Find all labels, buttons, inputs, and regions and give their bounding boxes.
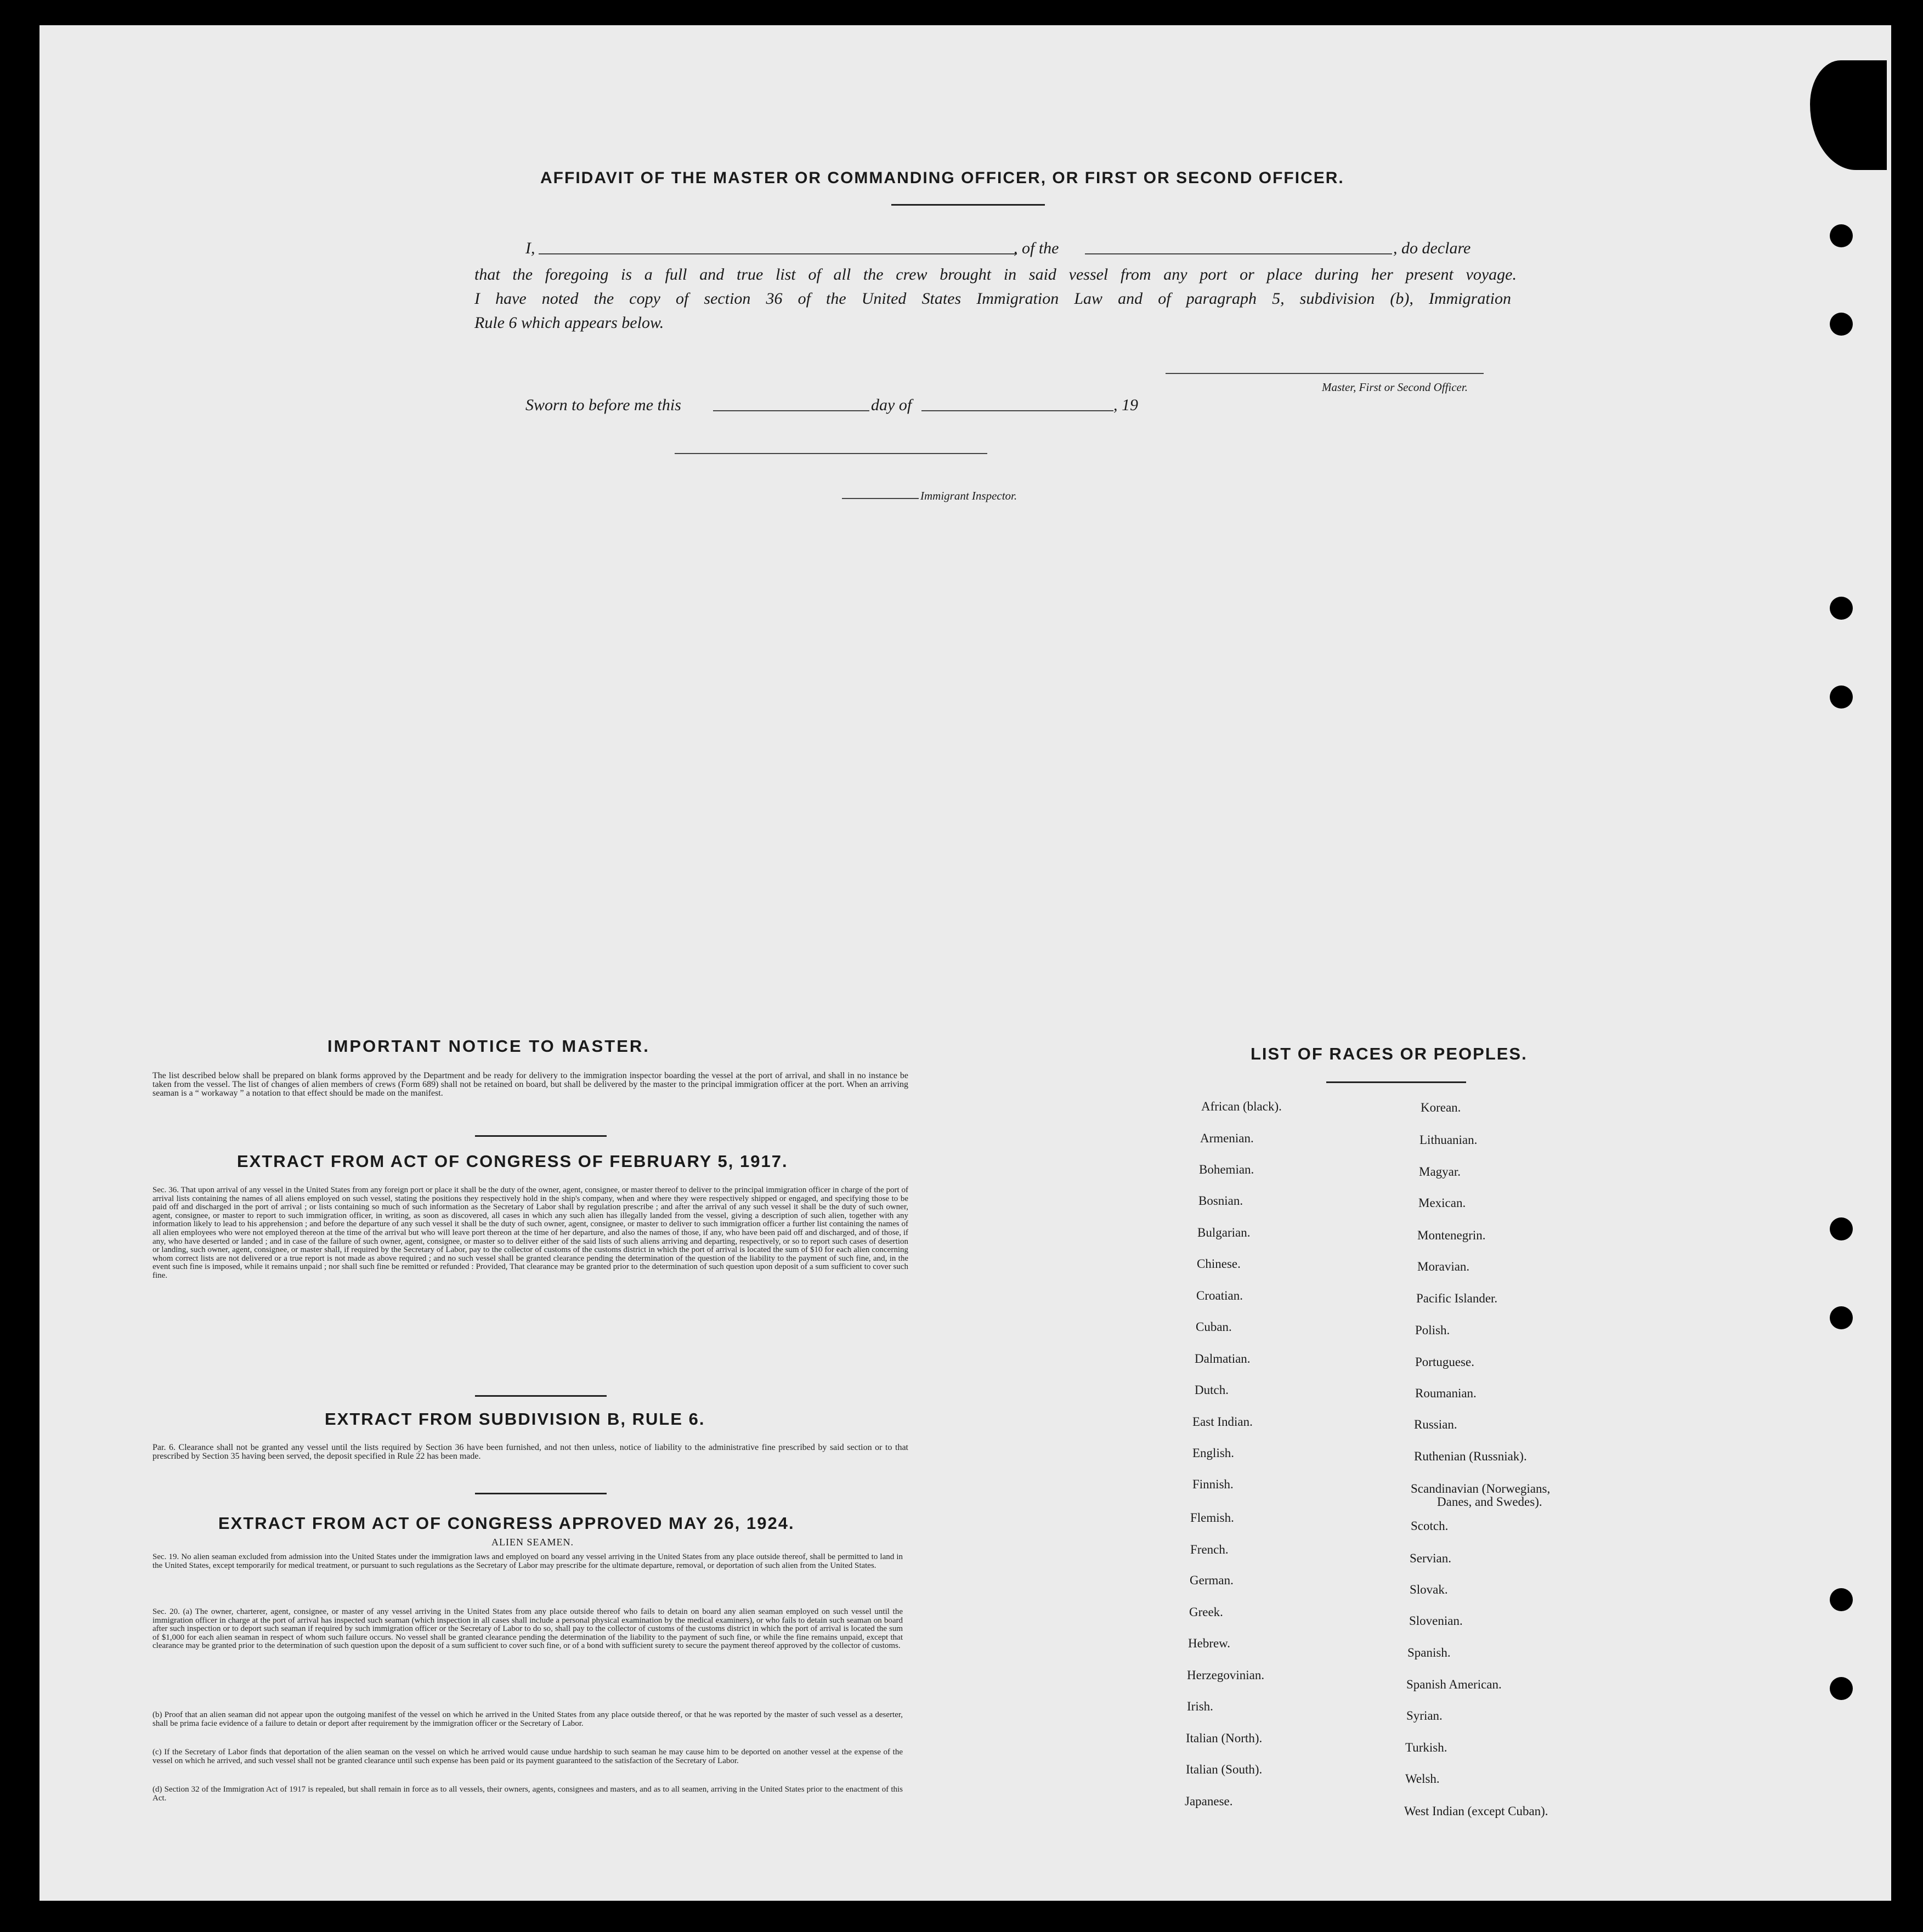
vessel-blank xyxy=(1085,253,1392,254)
race-item: West Indian (except Cuban). xyxy=(1404,1804,1548,1818)
race-item: Ruthenian (Russniak). xyxy=(1414,1449,1527,1463)
sec-19-text: Sec. 19. No alien seaman excluded from admission into the United States under the immigration laws and employed on board any vessel arriving in the United States from any place outside thereof, shall be permitted to land in the United States, except temporarily for medical treatment, or pursuant to such regulations as the Secretary of Labor may prescribe for the ultimate departure, removal, or deportation of such alien from the United States. xyxy=(152,1553,903,1570)
extract-1924-title: EXTRACT FROM ACT OF CONGRESS APPROVED MAY 26, 1924. xyxy=(218,1514,795,1533)
race-item: Polish. xyxy=(1415,1323,1450,1337)
race-item: Cuban. xyxy=(1196,1320,1232,1334)
affidavit-line-3: I have noted the copy of section 36 of the United States Immigration Law and of paragraph 5, subdivision (b), Immigration xyxy=(474,290,1511,308)
race-item: German. xyxy=(1190,1573,1234,1587)
notice-body: The list described below shall be prepared on blank forms approved by the Department and be ready for delivery to the immigration inspector boarding the vessel at the port of arrival, and shall in no instance be taken from the vessel. The list of changes of alien members of crews (Form 689) shall not be retained on board, but shall be delivered by the master to the principal immigration officer at the port. When an arriving seaman is a “ workaway ” a notation to that effect should be made on the manifest. xyxy=(152,1071,908,1098)
race-item: Greek. xyxy=(1189,1605,1223,1619)
extract-1917-title: EXTRACT FROM ACT OF CONGRESS OF FEBRUARY 5, 1917. xyxy=(237,1152,788,1171)
punch-hole xyxy=(1830,224,1853,247)
race-item: Scandinavian (Norwegians, xyxy=(1411,1482,1551,1495)
race-item: Slovak. xyxy=(1410,1583,1448,1596)
race-item: Magyar. xyxy=(1419,1165,1461,1179)
punch-hole xyxy=(1830,313,1853,336)
race-item: Irish. xyxy=(1187,1699,1213,1713)
race-item: Moravian. xyxy=(1417,1260,1470,1273)
do-declare-label: , do declare xyxy=(1393,239,1471,257)
sworn-month-blank xyxy=(921,410,1113,411)
race-item: Mexican. xyxy=(1418,1196,1466,1210)
punch-hole xyxy=(1830,597,1853,620)
extract-1924-subtitle: ALIEN SEAMEN. xyxy=(491,1537,574,1548)
extract-1917-body: Sec. 36. That upon arrival of any vessel in the United States from any foreign port or place it shall be the duty of the owner, agent, consignee, or master thereof to deliver to the principal immigration officer in charge of the port of arrival lists containing the names of all aliens employed on such vessel, stating the positions they respectively hold in the ship's company, when and where they were respectively shipped or engaged, and specifying those to be paid off and discharged in the port of arrival ; or lists containing so much of such information as the Secretary of Labor shall by regulation prescribe ; and after the arrival of any such vessel it shall be the duty of such owner, agent, consignee, or master to report to such immigration officer, in writing, as soon as discovered, all cases in which any such alien has illegally landed from the vessel, giving a description of such alien, together with any information likely to lead to his apprehension ; and before the departure of any such vessel it shall be the duty of such owner, agent, consignee, or master to deliver to such immigration officer a further list containing the names of all alien employees who were not employed thereon at the time of the arrival but who will leave port thereon at the time of her departure, and also the names of those, if any, who have been paid off and discharged, and of those, if any, who have deserted or landed ; and in case of the failure of such owner, agent, consignee, or master so to deliver either of the said lists of such aliens arriving and departing, respectively, or so to report such cases of desertion or landing, such owner, agent, consignee, or master shall, if required by the Secretary of Labor, pay to the collector of customs of the customs district in which the port of arrival is located the sum of $10 for each alien concerning whom correct lists are not delivered or a true report is not made as above required ; and no such vessel shall be granted clearance pending the determination of the question of the liability to the payment of such fine, and, in the event such fine is imposed, while it remains unpaid ; nor shall such fine be remitted or refunded : Provided, That clearance may be granted prior to the determination of such question upon deposit of a sum sufficient to cover such fine. xyxy=(152,1186,908,1280)
race-item: Bosnian. xyxy=(1198,1194,1243,1208)
race-item: Finnish. xyxy=(1192,1477,1234,1491)
race-item: Bulgarian. xyxy=(1197,1226,1251,1239)
race-item: Korean. xyxy=(1421,1101,1461,1114)
race-item: Chinese. xyxy=(1197,1257,1241,1271)
race-item: French. xyxy=(1190,1543,1229,1556)
race-item: Croatian. xyxy=(1196,1289,1243,1302)
affidavit-title: AFFIDAVIT OF THE MASTER OR COMMANDING OFFICER, OR FIRST OR SECOND OFFICER. xyxy=(540,169,1344,187)
rule6-title: EXTRACT FROM SUBDIVISION B, RULE 6. xyxy=(325,1409,705,1429)
notice-divider xyxy=(475,1135,607,1137)
sworn-label: Sworn to before me this xyxy=(525,396,681,414)
race-item: Flemish. xyxy=(1190,1511,1234,1525)
race-item: Bohemian. xyxy=(1199,1163,1254,1176)
rule6-divider xyxy=(475,1493,607,1494)
race-item: Italian (South). xyxy=(1186,1763,1263,1776)
race-item: Italian (North). xyxy=(1186,1731,1263,1745)
affidavit-line-4: Rule 6 which appears below. xyxy=(474,314,664,332)
sec-20c-text: (c) If the Secretary of Labor finds that deportation of the alien seaman on the vessel on which he arrived would cause undue hardship to such seaman he may cause him to be deported on another vessel at the expense of the vessel on which he arrived, and such vessel shall not be granted clearance until such expense has been paid or its payment guaranteed to the satisfaction of the Secretary of Labor. xyxy=(152,1748,903,1765)
race-item: Dalmatian. xyxy=(1195,1352,1251,1366)
race-item: East Indian. xyxy=(1192,1415,1253,1429)
inspector-signature-line xyxy=(675,453,987,454)
sec-20a-text: Sec. 20. (a) The owner, charterer, agent, consignee, or master of any vessel arriving in the United States from any place outside thereof who fails to detain on board any alien seaman employed on such vessel until the immigration officer in charge at the port of arrival has inspected such seaman (which inspection in all cases shall include a personal physical examination by the medical examiners), or who fails to detain such seaman on board after such inspection or to deport such seaman if required by such immigration officer or the Secretary of Labor to do so, shall pay to the collector of customs of the customs district in which the port of arrival is located the sum of $1,000 for each alien seaman in respect of whom such failure occurs. No vessel shall be granted clearance pending the determination of the liability to the payment of such fine, or while the fine remains unpaid, except that clearance may be granted prior to the determination of such question upon the deposit of a sum sufficient to cover such fine, or of a bond with sufficient surety to secure the payment thereof approved by the collector of customs. xyxy=(152,1607,903,1651)
race-item: English. xyxy=(1192,1446,1235,1460)
race-item: Montenegrin. xyxy=(1417,1228,1486,1242)
punch-hole xyxy=(1830,1588,1853,1611)
races-divider xyxy=(1326,1081,1466,1083)
title-underline xyxy=(891,204,1045,206)
race-item: Scotch. xyxy=(1411,1519,1449,1533)
race-item: Slovenian. xyxy=(1409,1614,1463,1628)
inspector-label: Immigrant Inspector. xyxy=(920,489,1017,502)
inspector-short-line xyxy=(842,498,919,499)
punch-hole xyxy=(1830,1306,1853,1329)
race-item: Servian. xyxy=(1410,1551,1452,1565)
master-signature-label: Master, First or Second Officer. xyxy=(1322,381,1468,394)
race-item: Roumanian. xyxy=(1415,1386,1477,1400)
year-label: , 19 xyxy=(1113,396,1138,414)
punch-hole xyxy=(1830,685,1853,709)
extract-1917-divider xyxy=(475,1395,607,1397)
name-blank xyxy=(539,253,1017,254)
rule6-body: Par. 6. Clearance shall not be granted any vessel until the lists required by Section 36 have been furnished, and not then unless, notice of liability to the administrative fine prescribed by said section or to that prescribed by Section 35 having been served, the deposit specified in Rule 22 has been made. xyxy=(152,1443,908,1461)
i-label: I, xyxy=(525,239,535,257)
race-item: Russian. xyxy=(1414,1418,1457,1431)
of-the-label: , of the xyxy=(1014,239,1059,257)
race-item: Welsh. xyxy=(1405,1772,1440,1786)
sec-20d-text: (d) Section 32 of the Immigration Act of 1917 is repealed, but shall remain in force as to all vessels, their owners, agents, consignees and masters, and as to all seamen, arriving in the United States prior to the enactment of this Act. xyxy=(152,1785,903,1803)
race-item: Dutch. xyxy=(1195,1383,1229,1397)
race-item: Lithuanian. xyxy=(1419,1133,1478,1147)
race-item: Herzegovinian. xyxy=(1187,1668,1265,1682)
race-item: Portuguese. xyxy=(1415,1355,1474,1369)
race-item: Syrian. xyxy=(1406,1709,1443,1723)
race-item: Armenian. xyxy=(1200,1131,1254,1145)
race-item: Spanish. xyxy=(1407,1646,1451,1659)
race-item: Spanish American. xyxy=(1406,1678,1502,1691)
races-title: LIST OF RACES OR PEOPLES. xyxy=(1251,1044,1528,1063)
notice-title: IMPORTANT NOTICE TO MASTER. xyxy=(327,1036,650,1056)
affidavit-line-2: that the foregoing is a full and true list of all the crew brought in said vessel from any port or place during her present voyage. xyxy=(474,265,1517,284)
day-of-label: day of xyxy=(871,396,912,414)
race-item: Pacific Islander. xyxy=(1416,1291,1498,1305)
punch-hole xyxy=(1830,1217,1853,1240)
punch-hole xyxy=(1830,1677,1853,1700)
race-item: Turkish. xyxy=(1405,1741,1447,1754)
sworn-day-blank xyxy=(713,410,869,411)
sec-20b-text: (b) Proof that an alien seaman did not appear upon the outgoing manifest of the vessel on which he arrived in the United States from any place outside thereof, or that he was reported by the master of such vessel as a deserter, shall be prima facie evidence of a failure to detain or deport after requirement by the immigration officer or the Secretary of Labor. xyxy=(152,1710,903,1728)
race-item: African (black). xyxy=(1201,1100,1282,1113)
master-signature-line xyxy=(1166,373,1484,374)
race-item-scandinavian-continued: Danes, and Swedes). xyxy=(1437,1495,1542,1509)
race-item: Hebrew. xyxy=(1188,1636,1231,1650)
race-item: Japanese. xyxy=(1185,1794,1233,1808)
